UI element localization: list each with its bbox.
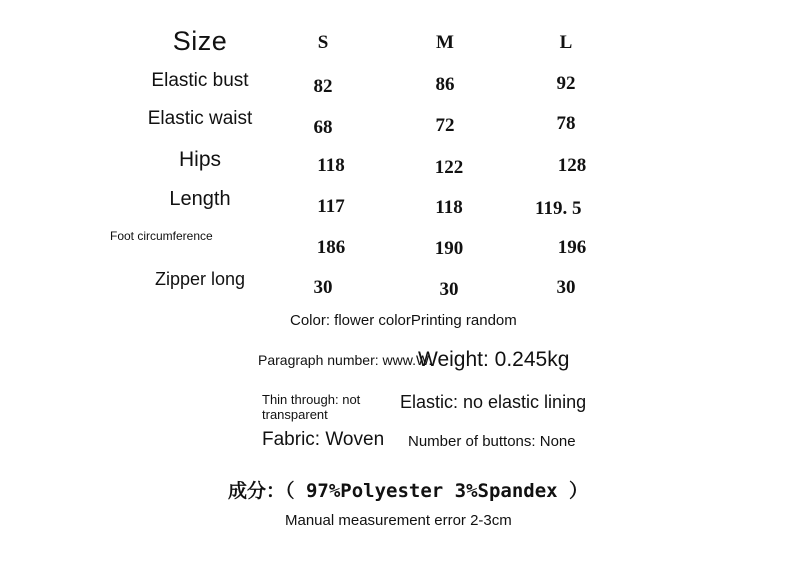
detail-elastic: Elastic: no elastic lining — [400, 392, 587, 412]
row-label-elastic-waist: Elastic waist — [147, 108, 253, 129]
cell-foot-circumference-s: 186 — [316, 237, 346, 258]
table-header-size: Size — [172, 26, 228, 56]
column-header-m: M — [436, 32, 454, 53]
cell-foot-circumference-l: 196 — [557, 237, 587, 258]
cell-length-m: 118 — [435, 197, 463, 218]
row-label-zipper-long: Zipper long — [154, 269, 246, 289]
detail-color: Color: flower colorPrinting random — [290, 312, 517, 329]
detail-measurement-note: Manual measurement error 2-3cm — [285, 512, 512, 529]
detail-composition: 成分：（ 97%Polyester 3%Spandex ） — [228, 480, 589, 502]
cell-hips-l: 128 — [557, 155, 587, 176]
row-label-elastic-bust: Elastic bust — [151, 70, 249, 91]
row-label-hips: Hips — [178, 148, 221, 171]
row-label-foot-circumference: Foot circumference — [110, 229, 213, 243]
detail-thin-through: Thin through: not transparent — [262, 392, 361, 422]
cell-elastic-waist-m: 72 — [435, 115, 455, 136]
cell-zipper-long-m: 30 — [439, 279, 459, 300]
cell-zipper-long-l: 30 — [556, 277, 576, 298]
row-label-length: Length — [169, 188, 231, 210]
detail-fabric: Fabric: Woven — [262, 429, 385, 450]
cell-hips-m: 122 — [434, 157, 464, 178]
cell-elastic-waist-l: 78 — [556, 113, 576, 134]
cell-elastic-waist-s: 68 — [313, 117, 333, 138]
cell-length-s: 117 — [317, 196, 345, 217]
cell-elastic-bust-l: 92 — [556, 73, 576, 94]
detail-weight: Weight: 0.245kg — [418, 348, 570, 371]
product-details — [0, 300, 785, 574]
column-header-s: S — [317, 32, 329, 53]
detail-buttons: Number of buttons: None — [408, 433, 576, 450]
cell-hips-s: 118 — [317, 155, 345, 176]
cell-zipper-long-s: 30 — [313, 277, 333, 298]
detail-paragraph-number: Paragraph number: www.W. — [258, 352, 433, 368]
cell-length-l: 119. 5 — [535, 198, 582, 219]
cell-elastic-bust-s: 82 — [313, 76, 333, 97]
cell-foot-circumference-m: 190 — [434, 238, 464, 259]
column-header-l: L — [559, 32, 573, 53]
cell-elastic-bust-m: 86 — [435, 74, 455, 95]
